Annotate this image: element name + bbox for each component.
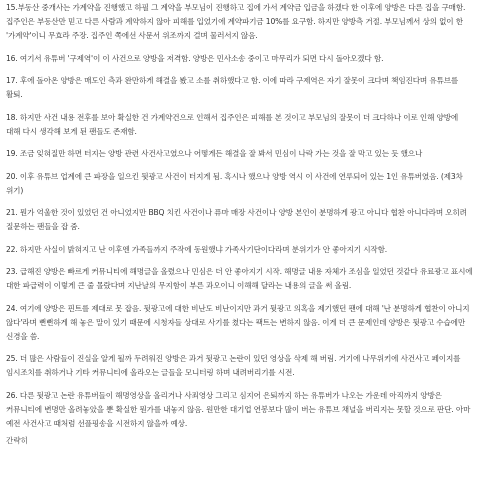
paragraph-17: 17. 후에 돌아온 양방은 매도인 측과 완만하게 해결을 봤고 소를 취하했다고 함. 이에 따라 구제역은 자기 잘못이 크다며 책임진다며 유튜브를 활퇴. xyxy=(6,76,459,99)
paragraph-19: 19. 조금 잊혀질만 하면 터지는 양방 관련 사건사고였으나 어떻게든 해결을 잘 봐서 민심이 나락 가는 것을 잘 막고 있는 듯 했으나 xyxy=(6,149,423,158)
paragraph-23: 23. 급해진 양방은 빠르게 커뮤니티에 해명글을 올렸으나 민심은 더 안 좋아지기 시작. 해명글 내용 자체가 조심을 일었던 것같다 유료광고 표시에 대한 파급력이 이렇게 큰 줄 몰랐다며 지난날의 무지함이 부른 과오이니 이해해 달라는 내용의 글을 써 올림. xyxy=(6,267,473,290)
paragraph-21: 21. 뭔가 억울한 것이 있었던 건 아니었지만 BBQ 치킨 사건이나 퓨마 매장 사건이나 양방 본인이 분명하게 광고 아니다 협찬 아니다라며 오히려 질문하는 팬들을 잡 줌. xyxy=(6,208,467,231)
summary-label: 간략히 xyxy=(6,436,29,445)
paragraph-26: 26. 다른 뒷광고 논란 유튜버들이 해명영상을 올리거나 사죄영상 그리고 심지어 은퇴까지 하는 유튜버가 나오는 가운데 아직까지 양방은 커뮤니티에 변명만 올려놓았을 뿐 확실한 뭔가를 내놓지 않음. 원만한 대기업 연봉보다 많이 버는 유튜브 채널을 버리지는 못할 것으로 판단. 아마 예전 사건사고 때처럼 선플핑송을 시전하지 않을까 예상. xyxy=(6,390,471,428)
paragraph-22: 22. 하지만 사실이 밝혀지고 난 이후엔 가족들까지 주작에 동원했냐 가족사기단이다라며 분위기가 안 좋아지기 시작함. xyxy=(6,244,388,254)
paragraph-15: 15.부동산 중개사는 가계약을 진행했고 하필 그 계약을 부모님이 진행하고 집에 가서 계약금 입금을 하겠다 한 이후에 양방은 다른 집을 구매함. 집주인은 부동산만 믿고 다른 사람과 계약하지 않아 피해를 입었기에 계약파기금 10%를 요구함. 하지만 양방측 거절. 부모님께서 상의 없이 한 '가계약'이니 무효라 주장. 집주인 쪽에선 사문서 위조까지 걸며 물러서지 않음. xyxy=(6,3,466,40)
paragraph-24: 24. 여기에 양방은 핀트를 제대로 못 잡음. 뒷광고에 대한 비난도 비난이지만 과거 뒷광고 의혹을 제기했던 팬에 대해 '난 분명하게 협찬이 아니지 않다'라며 뻔뻔하게 해 놓은 말이 있기 때문에 시청자들 상대로 사기를 쳤다는 팩트는 변하지 않음. 이게 더 큰 문제인데 양방은 뒷광고 수습에만 신경을 씀. xyxy=(6,303,470,341)
paragraph-20: 20. 이후 유튜브 업계에 큰 파장을 일으킨 뒷광고 사건이 터지게 됨. 혹시나 했으나 양방 역시 이 사건에 연루되어 있는 1인 유튜버였음. (제3차 위기) xyxy=(6,171,463,195)
paragraph-16: 16. 여기서 유튜버 '구제역'이 이 사건으로 양방을 저격함. 양방은 민사소송 중이고 마무리가 되면 다시 돌아오겠다 함. xyxy=(6,53,384,63)
paragraph-25: 25. 더 많은 사람들이 진실을 알게 될까 두려워진 양방은 과거 뒷광고 논란이 있던 영상을 삭제 해 버림. 거기에 나무위키에 사건사고 페이지를 임시조치를 취하거나 기타 커뮤니티에 올라오는 글들을 모니터링 하며 내려버리기를 시전. xyxy=(6,354,461,377)
paragraph-18: 18. 하지만 사건 내용 전후를 보아 확실한 건 가계약건으로 인해서 집주인은 피해를 본 것이고 부모님의 잘못이 더 크다하나 이로 인해 양방에 대해 다시 생각해 보게 된 팬들도 존재함. xyxy=(6,112,459,136)
